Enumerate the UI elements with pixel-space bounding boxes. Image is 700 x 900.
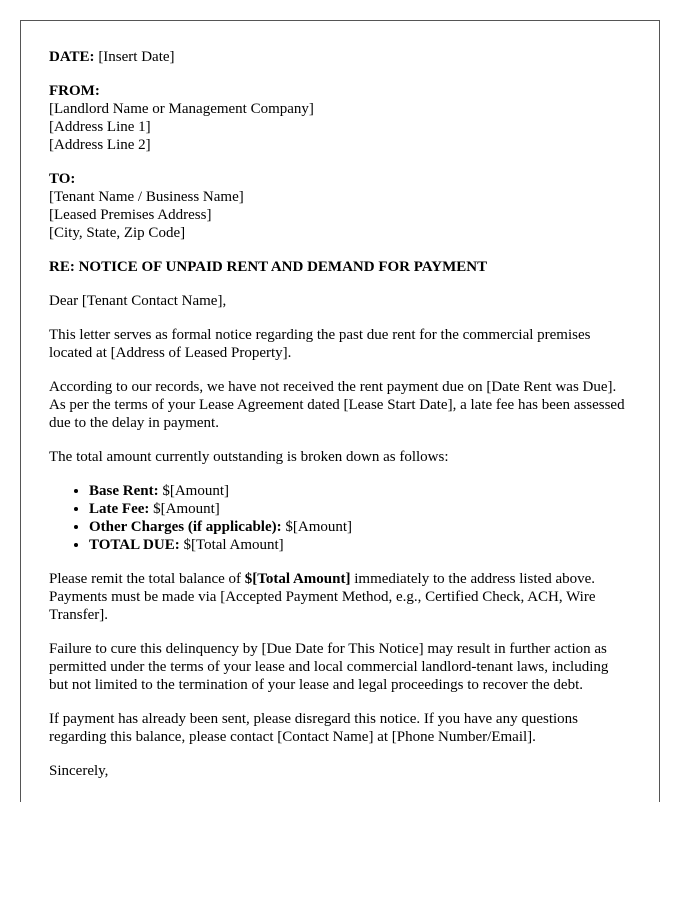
from-line: [Address Line 1] bbox=[49, 119, 151, 135]
to-label: TO: bbox=[49, 171, 76, 187]
paragraph-remit bbox=[49, 570, 631, 624]
salutation: Dear [Tenant Contact Name], bbox=[49, 293, 227, 309]
to-line: [Tenant Name / Business Name] bbox=[49, 189, 244, 205]
charge-value: $[Amount] bbox=[281, 519, 353, 535]
remit-text-start: Please remit the total balance of bbox=[49, 571, 245, 587]
paragraph-disregard: If payment has already been sent, please disregard this notice. If you have any questions regarding this balance, please contact [Contact Name] at [Phone Number/Email]. bbox=[49, 711, 578, 745]
to-block bbox=[49, 170, 631, 242]
from-block bbox=[49, 82, 631, 154]
charge-label: Late Fee: bbox=[89, 501, 150, 517]
charge-label: TOTAL DUE: bbox=[89, 537, 180, 553]
charge-item bbox=[89, 500, 631, 518]
charge-value: $[Amount] bbox=[158, 483, 229, 499]
remit-total-amount: $[Total Amount] bbox=[244, 571, 351, 587]
paragraph-breakdown-intro: The total amount currently outstanding is broken down as follows: bbox=[49, 449, 449, 465]
from-label: FROM: bbox=[49, 83, 100, 99]
closing: Sincerely, bbox=[49, 763, 109, 779]
charge-item bbox=[89, 482, 631, 500]
charge-item bbox=[89, 518, 631, 536]
from-line: [Landlord Name or Management Company] bbox=[49, 101, 314, 117]
charge-label: Base Rent: bbox=[89, 483, 159, 499]
charge-item bbox=[89, 536, 631, 554]
paragraph-notice: This letter serves as formal notice regarding the past due rent for the commercial premises located at [Address of Leased Property]. bbox=[49, 327, 591, 361]
letter-page bbox=[20, 20, 660, 802]
paragraph-records: According to our records, we have not received the rent payment due on [Date Rent was Due]. As per the terms of your Lease Agreement dated [Lease Start Date], a late fee has been assessed due to the delay in payment. bbox=[49, 379, 625, 431]
letter-content bbox=[21, 21, 659, 780]
to-line: [City, State, Zip Code] bbox=[49, 225, 186, 241]
remit-text-end: immediately to the address listed above. Payments must be made via [Accepted Payment Method, e.g., Certified Check, ACH, Wire Transfer]. bbox=[49, 571, 596, 623]
charges-list bbox=[49, 482, 631, 554]
charge-label: Other Charges (if applicable): bbox=[89, 519, 282, 535]
date-label: DATE: bbox=[49, 49, 95, 65]
from-line: [Address Line 2] bbox=[49, 137, 151, 153]
paragraph-failure: Failure to cure this delinquency by [Due Date for This Notice] may result in further action as permitted under the terms of your lease and local commercial landlord-tenant laws, including but not limited to the termination of your lease and legal proceedings to recover the debt. bbox=[49, 641, 609, 693]
subject-line: RE: NOTICE OF UNPAID RENT AND DEMAND FOR PAYMENT bbox=[49, 259, 488, 275]
to-line: [Leased Premises Address] bbox=[49, 207, 212, 223]
date-block bbox=[49, 48, 631, 66]
date-value: [Insert Date] bbox=[94, 49, 175, 65]
charge-value: $[Total Amount] bbox=[179, 537, 284, 553]
charge-value: $[Amount] bbox=[149, 501, 220, 517]
